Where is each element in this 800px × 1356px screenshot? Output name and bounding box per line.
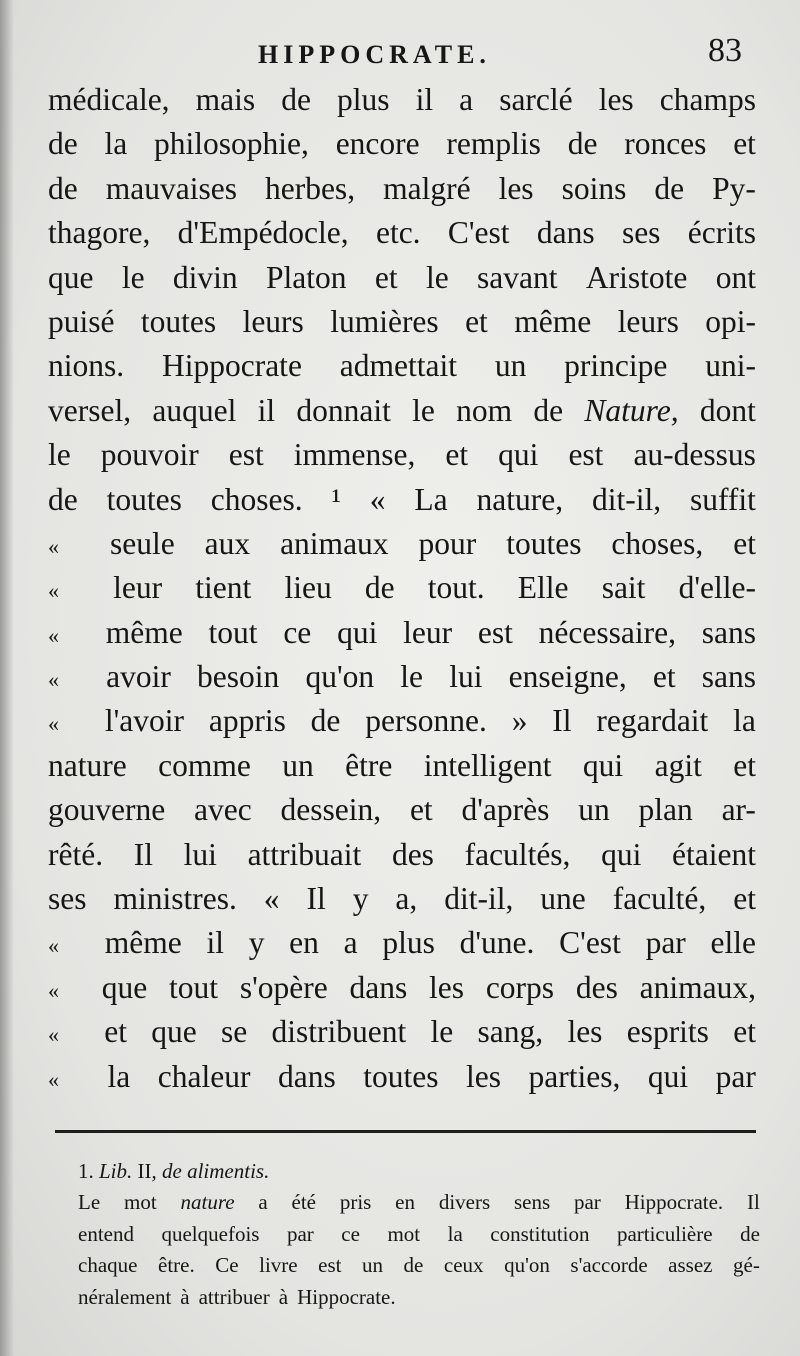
word: ronces bbox=[624, 126, 707, 162]
word: opi- bbox=[705, 303, 756, 339]
word: attribuer bbox=[198, 1284, 270, 1309]
word: pris bbox=[339, 1190, 372, 1214]
word: principe bbox=[564, 348, 668, 384]
running-head: HIPPOCRATE. bbox=[258, 40, 491, 69]
word: qu'on bbox=[305, 659, 375, 695]
word: de bbox=[654, 170, 685, 206]
word: champs bbox=[659, 82, 756, 117]
word: s'opère bbox=[239, 969, 328, 1005]
word: la bbox=[107, 1058, 131, 1094]
word: enseigne, bbox=[508, 659, 627, 695]
word: qui bbox=[647, 1058, 689, 1094]
word: quelquefois bbox=[161, 1221, 260, 1246]
word: donnait bbox=[296, 392, 391, 428]
word: la bbox=[733, 703, 756, 739]
word: elle bbox=[710, 925, 756, 961]
word: soins bbox=[561, 170, 627, 206]
word: de bbox=[48, 170, 78, 206]
text-line bbox=[48, 126, 756, 170]
word: divers bbox=[438, 1190, 491, 1214]
word: livre bbox=[259, 1253, 298, 1277]
word: dessein, bbox=[280, 792, 382, 828]
word: en bbox=[395, 1190, 415, 1214]
word: s'accorde bbox=[570, 1253, 648, 1277]
word: ceux bbox=[443, 1253, 484, 1277]
word: et bbox=[733, 525, 756, 561]
word: rêté. bbox=[48, 836, 104, 872]
text-line bbox=[48, 437, 756, 481]
word: et bbox=[104, 1014, 127, 1050]
word: lumières bbox=[330, 303, 439, 339]
word: dit-il, bbox=[592, 481, 662, 517]
quote-mark: « bbox=[48, 1066, 59, 1092]
word: intelligent bbox=[423, 747, 552, 783]
text-line bbox=[48, 393, 756, 437]
word: et bbox=[409, 792, 433, 828]
text-line bbox=[48, 837, 756, 881]
word: même bbox=[105, 614, 183, 650]
word: corps bbox=[485, 969, 555, 1005]
text-line bbox=[48, 215, 756, 259]
footnote-line bbox=[78, 1190, 760, 1222]
word: avec bbox=[194, 792, 252, 828]
word: un bbox=[362, 1253, 383, 1277]
word: de bbox=[364, 570, 395, 606]
quote-mark: « bbox=[48, 977, 59, 1003]
word: nions. bbox=[48, 348, 125, 384]
word: que bbox=[151, 1014, 197, 1050]
word: comme bbox=[158, 747, 251, 783]
word: tient bbox=[195, 570, 252, 606]
word: ce bbox=[283, 614, 312, 650]
word: y bbox=[352, 881, 369, 917]
word: pouvoir bbox=[100, 437, 199, 473]
word: écrits bbox=[687, 215, 756, 251]
word: puisé bbox=[48, 303, 115, 339]
word: le bbox=[430, 1014, 454, 1050]
word: par bbox=[573, 1190, 601, 1214]
word: chaque bbox=[78, 1253, 138, 1277]
text-line bbox=[48, 570, 756, 614]
word: ont bbox=[715, 259, 756, 295]
word: mot bbox=[123, 1190, 157, 1214]
word: d'une. bbox=[459, 925, 535, 961]
word: thagore, bbox=[48, 215, 151, 251]
word: nom bbox=[456, 392, 513, 428]
word: lieu bbox=[284, 570, 332, 606]
word: parties, bbox=[528, 1058, 621, 1094]
word: de bbox=[567, 126, 598, 162]
word: agit bbox=[654, 747, 702, 783]
page-header bbox=[0, 32, 800, 82]
word: les bbox=[567, 1014, 603, 1050]
word: de bbox=[740, 1221, 760, 1246]
word: admettait bbox=[339, 348, 457, 384]
word: mais bbox=[195, 82, 256, 117]
footnote-source-title: Lib. bbox=[99, 1159, 133, 1183]
word: gé- bbox=[733, 1253, 760, 1277]
word: auquel bbox=[152, 392, 237, 428]
word: distribuent bbox=[271, 1014, 407, 1050]
word: Il bbox=[306, 881, 326, 917]
word: plus bbox=[336, 82, 390, 117]
word: Elle bbox=[517, 570, 569, 606]
body-text bbox=[48, 82, 756, 1103]
text-line bbox=[48, 659, 756, 703]
word: leurs bbox=[242, 303, 304, 339]
text-line bbox=[48, 1014, 756, 1058]
word: Hippocrate bbox=[161, 348, 302, 384]
word: a bbox=[343, 925, 358, 961]
word: » bbox=[511, 703, 528, 739]
word: et bbox=[733, 881, 756, 917]
word: sans bbox=[701, 614, 756, 650]
word: être bbox=[345, 747, 393, 783]
word: nature, bbox=[476, 481, 564, 517]
word: de bbox=[533, 392, 564, 428]
word: et bbox=[652, 659, 676, 695]
word: été bbox=[291, 1190, 317, 1214]
word: nécessaire, bbox=[538, 614, 676, 650]
word: tout bbox=[169, 969, 219, 1005]
word: toutes bbox=[363, 1058, 439, 1094]
word: nature bbox=[48, 747, 127, 783]
text-line bbox=[48, 171, 756, 215]
footnote-line bbox=[78, 1222, 760, 1254]
word: animaux, bbox=[639, 969, 756, 1005]
word: est bbox=[318, 1253, 342, 1277]
word: chaleur bbox=[157, 1058, 251, 1094]
word: entend bbox=[78, 1221, 134, 1246]
word: par bbox=[286, 1221, 314, 1246]
word: malgré bbox=[383, 170, 471, 206]
word: le bbox=[400, 659, 424, 695]
word: C'est bbox=[447, 215, 510, 251]
quote-mark: « bbox=[48, 711, 59, 737]
footnote-line bbox=[78, 1285, 760, 1317]
quote-mark: « bbox=[48, 578, 59, 604]
word: seule bbox=[109, 525, 175, 561]
word: des bbox=[575, 969, 618, 1005]
word: tout. bbox=[427, 570, 485, 606]
text-line bbox=[48, 1059, 756, 1103]
word: plan bbox=[638, 792, 693, 828]
word: est bbox=[477, 614, 513, 650]
word: par bbox=[715, 1058, 756, 1094]
word: qui bbox=[337, 614, 378, 650]
word: faculté, bbox=[612, 881, 707, 917]
word: Il bbox=[552, 703, 572, 739]
word: assez bbox=[668, 1253, 713, 1277]
word: a bbox=[258, 1190, 268, 1214]
word: La bbox=[414, 481, 448, 517]
word: sens bbox=[513, 1190, 551, 1214]
word: constitution bbox=[490, 1221, 590, 1246]
footnote-line bbox=[78, 1253, 760, 1285]
quote-mark: « bbox=[48, 533, 59, 559]
word: les bbox=[466, 1058, 501, 1094]
word: besoin bbox=[197, 659, 280, 695]
word: se bbox=[221, 1014, 248, 1050]
word: « bbox=[369, 481, 386, 517]
word: qui bbox=[498, 437, 539, 473]
word: des bbox=[391, 836, 434, 872]
word: Ce bbox=[215, 1253, 239, 1277]
text-line bbox=[48, 260, 756, 304]
word: suffit bbox=[690, 481, 756, 517]
word: divin bbox=[172, 259, 238, 295]
word: de bbox=[48, 126, 78, 162]
word: que bbox=[101, 969, 148, 1005]
word: sans bbox=[701, 659, 756, 695]
word: a bbox=[459, 82, 474, 117]
word: il bbox=[206, 925, 224, 961]
word: d'elle- bbox=[678, 570, 756, 606]
word: philosophie, bbox=[154, 126, 309, 162]
word: Nature, bbox=[584, 392, 679, 428]
footnote-source-book: II, bbox=[137, 1159, 157, 1183]
word: regardait bbox=[596, 703, 709, 739]
word: Py- bbox=[712, 170, 756, 206]
text-line bbox=[48, 881, 756, 925]
word: avoir bbox=[106, 659, 171, 695]
word: une bbox=[540, 881, 586, 917]
footnote-source-work: de alimentis. bbox=[162, 1159, 270, 1183]
word: Platon bbox=[266, 259, 347, 295]
word: médicale, bbox=[48, 82, 170, 117]
word: le bbox=[48, 437, 71, 473]
text-line bbox=[48, 526, 756, 570]
word: de bbox=[310, 703, 341, 739]
text-line bbox=[48, 348, 756, 392]
word: et bbox=[465, 303, 488, 339]
text-line bbox=[48, 82, 756, 126]
word: à bbox=[180, 1284, 190, 1309]
word: en bbox=[289, 925, 319, 961]
word: qu'on bbox=[504, 1253, 550, 1277]
word: personne. bbox=[365, 703, 487, 739]
word: que bbox=[48, 259, 94, 295]
word: et bbox=[733, 747, 756, 783]
word: et bbox=[733, 126, 756, 162]
word: immense, bbox=[293, 437, 416, 473]
word: la bbox=[447, 1221, 463, 1246]
footnote-number: 1. bbox=[78, 1159, 94, 1183]
word: qui bbox=[601, 836, 642, 872]
word: l'avoir bbox=[104, 703, 184, 739]
word: lui bbox=[183, 836, 217, 872]
word: leurs bbox=[617, 303, 679, 339]
footnote-text bbox=[78, 1190, 760, 1316]
word: esprits bbox=[626, 1014, 709, 1050]
word: de bbox=[403, 1253, 424, 1277]
word: de bbox=[281, 82, 311, 117]
word: uni- bbox=[705, 348, 756, 384]
word: attribuait bbox=[247, 836, 362, 872]
word: ministres. bbox=[113, 881, 237, 917]
word: ses bbox=[48, 881, 87, 917]
word: toutes bbox=[106, 481, 182, 517]
word: sang, bbox=[477, 1014, 544, 1050]
word: est bbox=[228, 437, 264, 473]
page-number: 83 bbox=[708, 32, 742, 69]
word: dans bbox=[536, 215, 595, 251]
word: sait bbox=[601, 570, 646, 606]
word: dans bbox=[277, 1058, 336, 1094]
word: toutes bbox=[506, 525, 582, 561]
word: gouverne bbox=[48, 792, 166, 828]
word: aux bbox=[204, 525, 251, 561]
word: pour bbox=[418, 525, 477, 561]
word: Hippocrate. bbox=[297, 1284, 396, 1309]
text-line bbox=[48, 304, 756, 348]
quote-mark: « bbox=[48, 622, 59, 648]
word: même bbox=[104, 925, 182, 961]
word: la bbox=[104, 126, 128, 162]
word: même bbox=[514, 303, 592, 339]
quote-mark: « bbox=[48, 667, 59, 693]
word: nature bbox=[180, 1190, 235, 1214]
text-line bbox=[48, 748, 756, 792]
word: étaient bbox=[672, 836, 756, 872]
word: est bbox=[568, 437, 604, 473]
footnote-reference bbox=[78, 1152, 760, 1190]
word: mauvaises bbox=[105, 170, 237, 206]
word: Aristote bbox=[585, 259, 688, 295]
word: savant bbox=[477, 259, 558, 295]
word: C'est bbox=[559, 925, 621, 961]
word: appris bbox=[208, 703, 286, 739]
word: Il bbox=[747, 1190, 760, 1214]
text-line bbox=[48, 615, 756, 659]
word: Il bbox=[133, 836, 153, 872]
word: au-dessus bbox=[633, 437, 756, 473]
text-line bbox=[48, 482, 756, 526]
word: les bbox=[429, 969, 465, 1005]
page-gutter-shadow bbox=[0, 0, 14, 1356]
word: animaux bbox=[280, 525, 389, 561]
word: un bbox=[494, 348, 527, 384]
word: choses. bbox=[210, 481, 303, 517]
word: a, bbox=[395, 881, 418, 917]
word: le bbox=[425, 259, 449, 295]
quote-mark: « bbox=[48, 933, 59, 959]
word: facultés, bbox=[464, 836, 571, 872]
word: qui bbox=[582, 747, 624, 783]
word: tout bbox=[208, 614, 258, 650]
footnotes bbox=[78, 1152, 760, 1316]
word: choses, bbox=[611, 525, 704, 561]
word: plus bbox=[382, 925, 435, 961]
word: et bbox=[374, 259, 398, 295]
text-line bbox=[48, 970, 756, 1014]
word: il bbox=[257, 392, 276, 428]
word: herbes, bbox=[264, 170, 356, 206]
quote-mark: « bbox=[48, 1022, 59, 1048]
word: il bbox=[415, 82, 434, 117]
word: de bbox=[48, 481, 78, 517]
word: versel, bbox=[48, 392, 132, 428]
word: mot bbox=[387, 1221, 421, 1246]
word: et bbox=[445, 437, 469, 473]
word: être. bbox=[158, 1253, 195, 1277]
word: ses bbox=[621, 215, 661, 251]
word: remplis bbox=[446, 126, 541, 162]
word: Hippocrate. bbox=[624, 1190, 724, 1214]
word: d'après bbox=[461, 792, 550, 828]
word: un bbox=[282, 747, 314, 783]
word: leur bbox=[403, 614, 453, 650]
text-line bbox=[48, 703, 756, 747]
word: encore bbox=[335, 126, 420, 162]
footnote-separator-rule bbox=[55, 1130, 756, 1133]
word: ar- bbox=[721, 792, 756, 828]
word: et bbox=[733, 1014, 756, 1050]
word: néralement bbox=[78, 1284, 172, 1309]
word: toutes bbox=[140, 303, 217, 339]
word: un bbox=[578, 792, 610, 828]
word: à bbox=[278, 1284, 289, 1309]
text-line bbox=[48, 792, 756, 836]
word: dans bbox=[349, 969, 408, 1005]
word: les bbox=[498, 170, 534, 206]
word: etc. bbox=[375, 215, 421, 251]
word: ¹ bbox=[331, 481, 341, 517]
word: le bbox=[121, 259, 145, 295]
word: sarclé bbox=[499, 82, 573, 117]
word: les bbox=[598, 82, 634, 117]
word: leur bbox=[113, 570, 163, 606]
word: y bbox=[248, 925, 265, 961]
word: d'Empédocle, bbox=[177, 215, 349, 251]
word: « bbox=[263, 881, 280, 917]
text-line bbox=[48, 925, 756, 969]
word: lui bbox=[449, 659, 483, 695]
word: le bbox=[412, 392, 435, 428]
word: particulière bbox=[616, 1221, 713, 1246]
word: dont bbox=[699, 392, 756, 428]
word: par bbox=[645, 925, 686, 961]
word: Le bbox=[78, 1190, 101, 1214]
word: dit-il, bbox=[444, 881, 514, 917]
word: ce bbox=[341, 1221, 360, 1246]
